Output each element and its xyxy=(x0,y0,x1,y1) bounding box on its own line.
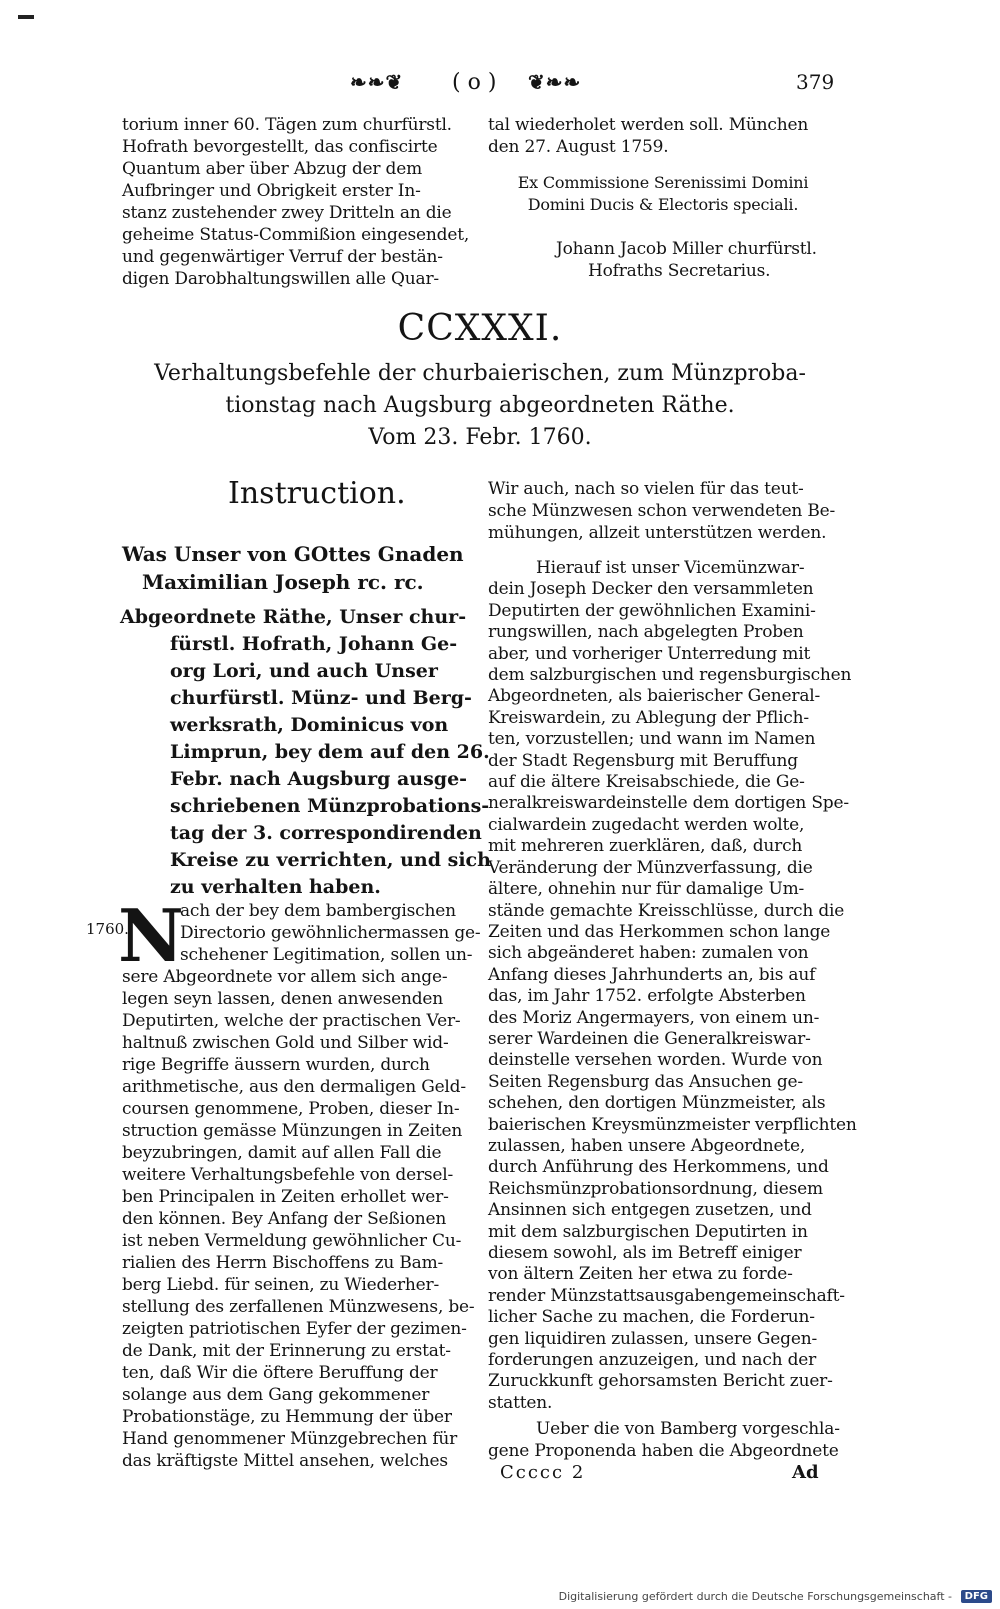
text-line: gene Proponenda haben die Abgeordnete xyxy=(488,1441,839,1461)
text-line: de Dank, mit der Erinnerung zu erstat- xyxy=(122,1341,451,1361)
text-line: ten, daß Wir die öftere Beruffung der xyxy=(122,1363,438,1383)
text-line: auf die ältere Kreisabschiede, die Ge- xyxy=(488,772,805,793)
text-line: Deputirten der gewöhnlichen Examini- xyxy=(488,600,816,621)
text-line: dem salzburgischen und regensburgischen xyxy=(488,665,852,686)
text-line: schehen, den dortigen Münzmeister, als xyxy=(488,1093,826,1114)
text-line: stellung des zerfallenen Münzwesens, be- xyxy=(122,1297,475,1317)
text-line: gen liquidiren zulassen, unsere Gegen- xyxy=(488,1328,817,1349)
ornament-left: ❧❧❦ xyxy=(350,70,404,94)
text-line: zulassen, haben unsere Abgeordnete, xyxy=(488,1135,806,1156)
text-line: ben Principalen in Zeiten erhollet wer- xyxy=(122,1187,449,1207)
text-line: geheime Status-Commißion eingesendet, xyxy=(122,225,470,245)
text-line: Quantum aber über Abzug der dem xyxy=(122,159,422,179)
instruction-heading: Instruction. xyxy=(228,476,406,511)
text-line: haltnuß zwischen Gold und Silber wid- xyxy=(122,1033,449,1053)
edge-mark xyxy=(18,15,34,19)
text-line: legen seyn lassen, denen anwesenden xyxy=(122,989,443,1009)
text-line: das kräftigste Mittel ansehen, welches xyxy=(122,1451,448,1471)
signature-block xyxy=(488,238,838,282)
text-line: rige Begriffe äussern wurden, durch xyxy=(122,1055,430,1075)
text-line: solange aus dem Gang gekommener xyxy=(122,1385,430,1405)
text-line: Directorio gewöhnlichermassen ge- xyxy=(180,923,481,943)
text-line: forderungen anzuzeigen, und nach der xyxy=(488,1350,817,1371)
text-line: statten. xyxy=(488,1392,553,1413)
text-line: serer Wardeinen die Generalkreiswar- xyxy=(488,1028,811,1049)
text-line: von ältern Zeiten her etwa zu forde- xyxy=(488,1264,793,1285)
text-line: durch Anführung des Herkommens, und xyxy=(488,1157,829,1178)
text-line: Seiten Regensburg das Ansuchen ge- xyxy=(488,1071,803,1092)
text-line: Deputirten, welche der practischen Ver- xyxy=(122,1011,461,1031)
drop-cap: N xyxy=(118,893,184,978)
title-line: tionstag nach Augsburg abgeordneten Räthe. xyxy=(225,393,735,418)
text-line: Abgeordneten, als baierischer General- xyxy=(488,686,821,707)
address-line: Abgeordnete Räthe, Unser chur- xyxy=(120,606,467,628)
running-head-center: ( o ) xyxy=(452,70,497,95)
text-line: cialwardein zugedacht werden wolte, xyxy=(488,814,805,835)
text-line: den 27. August 1759. xyxy=(488,137,669,157)
text-line: Ueber die von Bamberg vorgeschla- xyxy=(536,1419,840,1439)
right-para-3 xyxy=(488,1418,840,1462)
salutation xyxy=(122,540,472,596)
text-line: Veränderung der Münzverfassung, die xyxy=(488,857,813,878)
text-line: Johann Jacob Miller churfürstl. xyxy=(556,239,817,259)
address-block xyxy=(120,604,491,901)
salutation-line: Maximilian Joseph rc. rc. xyxy=(142,570,424,594)
address-line: Kreise zu verrichten, und sich xyxy=(170,849,491,871)
section-title xyxy=(116,358,844,454)
right-para-1 xyxy=(488,478,840,544)
text-line: sich abgeänderet haben: zumalen von xyxy=(488,943,809,964)
commission-block xyxy=(488,172,838,216)
text-line: Ex Commissione Serenissimi Domini xyxy=(517,173,809,192)
text-line: diesem sowohl, als im Betreff einiger xyxy=(488,1243,802,1263)
text-line: Hand genommener Münzgebrechen für xyxy=(122,1429,458,1449)
text-line: Kreiswardein, zu Ablegung der Pflich- xyxy=(488,707,809,728)
text-line: des Moriz Angermayers, von einem un- xyxy=(488,1007,820,1028)
text-line: weitere Verhaltungsbefehle von dersel- xyxy=(122,1165,454,1185)
text-line: deinstelle versehen worden. Wurde von xyxy=(488,1050,823,1071)
text-line: mühungen, allzeit unterstützen werden. xyxy=(488,523,827,543)
text-line: Domini Ducis & Electoris speciali. xyxy=(527,195,799,214)
address-line: churfürstl. Münz- und Berg- xyxy=(170,687,472,709)
text-line: ten, vorzustellen; und wann im Namen xyxy=(488,729,816,750)
text-line: schehener Legitimation, sollen un- xyxy=(180,945,473,965)
text-line: Hofraths Secretarius. xyxy=(588,261,771,281)
address-line: Limprun, bey dem auf den 26. xyxy=(170,741,490,763)
address-line: schriebenen Münzprobations- xyxy=(170,795,490,817)
text-line: Hofrath bevorgestellt, das confiscirte xyxy=(122,137,438,157)
address-line: werksrath, Dominicus von xyxy=(170,714,449,736)
text-line: stanz zustehender zwey Dritteln an die xyxy=(122,203,452,223)
text-line: licher Sache zu machen, die Forderun- xyxy=(488,1307,815,1328)
text-line: neralkreiswardeinstelle dem dortigen Spe- xyxy=(488,793,849,814)
text-line: dein Joseph Decker den versammleten xyxy=(488,579,814,600)
ornament-right: ❦❧❧ xyxy=(528,70,582,94)
title-line: Vom 23. Febr. 1760. xyxy=(368,425,592,450)
text-line: mit mehreren zuerklären, daß, durch xyxy=(488,836,803,857)
text-line: berg Liebd. für seinen, zu Wiederher- xyxy=(122,1275,440,1295)
address-line: fürstl. Hofrath, Johann Ge- xyxy=(170,633,458,655)
text-line: Reichsmünzprobationsordnung, diesem xyxy=(488,1178,823,1199)
text-line: und gegenwärtiger Verruf der bestän- xyxy=(122,247,443,267)
text-line: rungswillen, nach abgelegten Proben xyxy=(488,622,804,643)
text-line: ach der bey dem bambergischen xyxy=(180,901,456,921)
text-line: render Münzstattsausgabengemeinschaft- xyxy=(488,1285,845,1306)
text-line: beyzubringen, damit auf allen Fall die xyxy=(122,1143,442,1163)
left-body xyxy=(122,900,481,1472)
text-line: Aufbringer und Obrigkeit erster In- xyxy=(122,181,421,201)
text-line: das, im Jahr 1752. erfolgte Absterben xyxy=(488,986,806,1007)
text-line: Anfang dieses Jahrhunderts an, bis auf xyxy=(488,964,816,985)
text-line: ist neben Vermeldung gewöhnlicher Cu- xyxy=(122,1231,462,1251)
address-line: tag der 3. correspondirenden xyxy=(170,822,482,844)
text-line: aber, und vorheriger Unterredung mit xyxy=(488,643,811,664)
address-line: Febr. nach Augsburg ausge- xyxy=(170,768,468,790)
signature-mark: Ccccc 2 xyxy=(500,1462,586,1483)
text-line: den können. Bey Anfang der Seßionen xyxy=(122,1209,447,1229)
address-line: zu verhalten haben. xyxy=(170,876,381,898)
text-line: Probationstäge, zu Hemmung der über xyxy=(122,1407,452,1427)
text-line: arithmetische, aus den dermaligen Geld- xyxy=(122,1077,466,1097)
top-left-column xyxy=(122,114,470,290)
text-line: sche Münzwesen schon verwendeten Be- xyxy=(488,501,836,521)
text-line: Zuruckkunft gehorsamsten Bericht zuer- xyxy=(488,1371,833,1392)
text-line: mit dem salzburgischen Deputirten in xyxy=(488,1221,808,1242)
page-number: 379 xyxy=(796,70,835,94)
text-line: torium inner 60. Tägen zum churfürstl. xyxy=(122,115,452,135)
salutation-line: Was Unser von GOttes Gnaden xyxy=(122,542,464,566)
text-line: struction gemässe Münzungen in Zeiten xyxy=(122,1121,463,1141)
text-line: digen Darobhaltungswillen alle Quar- xyxy=(122,269,439,289)
title-line: Verhaltungsbefehle der churbaierischen, zum Münzproba- xyxy=(154,361,806,386)
text-line: der Stadt Regensburg mit Beruffung xyxy=(488,750,798,771)
text-line: stände gemachte Kreisschlüsse, durch die xyxy=(488,900,845,921)
catchword: Ad xyxy=(792,1462,819,1483)
text-line: baierischen Kreysmünzmeister verpflichten xyxy=(488,1114,857,1135)
footer-credit: Digitalisierung gefördert durch die Deutsche Forschungsgemeinschaft - xyxy=(558,1590,952,1603)
top-right-column xyxy=(488,114,838,158)
text-line: coursen genommene, Proben, dieser In- xyxy=(122,1099,460,1119)
text-line: Ansinnen sich entgegen zusetzen, und xyxy=(488,1200,812,1221)
address-line: org Lori, und auch Unser xyxy=(170,660,438,682)
text-line: Hierauf ist unser Vicemünzwar- xyxy=(536,558,805,578)
margin-year: 1760. xyxy=(86,920,129,938)
dfg-logo: DFG xyxy=(961,1590,992,1603)
text-line: Wir auch, nach so vielen für das teut- xyxy=(488,479,804,499)
text-line: sere Abgeordnete vor allem sich ange- xyxy=(122,967,448,987)
section-number: CCXXXI. xyxy=(397,308,563,349)
text-line: zeigten patriotischen Eyfer der gezimen- xyxy=(122,1319,467,1339)
text-line: Zeiten und das Herkommen schon lange xyxy=(488,921,831,942)
text-line: ältere, ohnehin nur für damalige Um- xyxy=(488,879,805,900)
text-line: rialien des Herrn Bischoffens zu Bam- xyxy=(122,1253,444,1273)
right-para-2 xyxy=(488,558,857,1414)
text-line: tal wiederholet werden soll. München xyxy=(488,115,809,135)
